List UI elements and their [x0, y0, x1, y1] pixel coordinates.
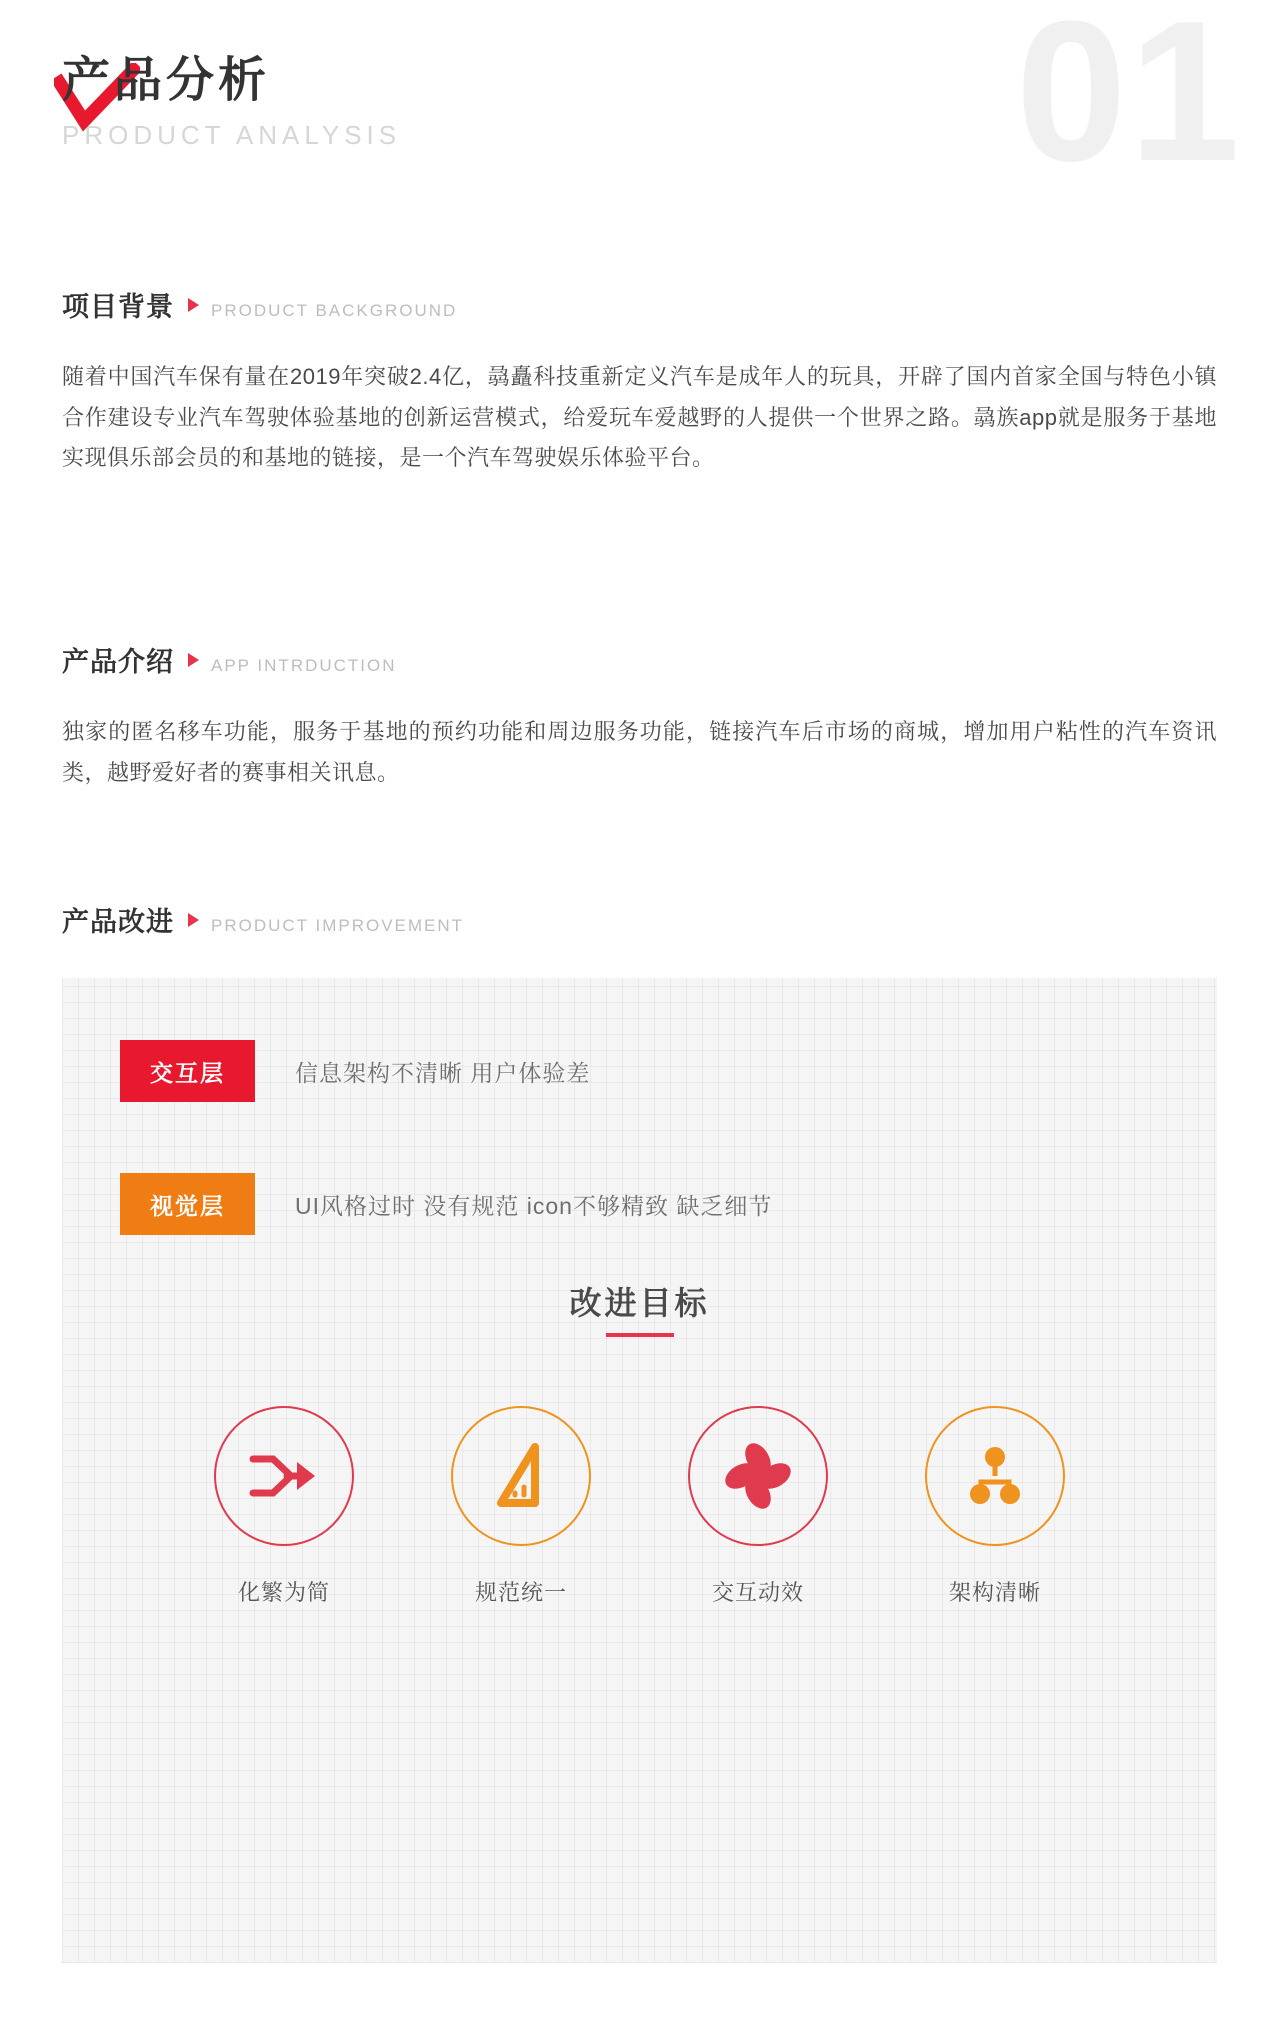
hierarchy-icon [963, 1444, 1027, 1508]
goal-circle [451, 1406, 591, 1546]
triangle-right-icon [188, 653, 199, 667]
goal-circle [214, 1406, 354, 1546]
triangle-right-icon [188, 913, 199, 927]
improvement-panel [62, 978, 1217, 1963]
layer-issue-visual: UI风格过时 没有规范 icon不够精致 缺乏细节 [295, 1192, 773, 1219]
goal-title: 改进目标 [569, 1285, 710, 1321]
page-subtitle: PRODUCT ANALYSIS [62, 119, 402, 150]
goal-item-motion [671, 1406, 846, 1607]
goal-label: 架构清晰 [948, 1580, 1041, 1605]
pinwheel-icon [722, 1440, 794, 1512]
section-heading-cn: 项目背景 [62, 292, 174, 322]
goal-circle [925, 1406, 1065, 1546]
goal-circle [688, 1406, 828, 1546]
layer-tag-interaction: 交互层 [120, 1040, 255, 1102]
section-heading-background [62, 285, 457, 324]
goal-label: 化繁为简 [237, 1580, 330, 1605]
section-heading-cn: 产品改进 [62, 907, 174, 937]
page-header [62, 55, 401, 151]
layer-tag-visual: 视觉层 [120, 1173, 255, 1235]
goal-icons-row [62, 1406, 1217, 1607]
goal-item-architecture [908, 1406, 1083, 1607]
paragraph-introduction: 独家的匿名移车功能，服务于基地的预约功能和周边服务功能，链接汽车后市场的商城，增加用户粘性的汽车资讯类，越野爱好者的赛事相关讯息。 [62, 719, 1217, 785]
section-heading-improvement [62, 900, 464, 939]
ruler-triangle-icon [491, 1443, 551, 1509]
improvement-row-visual [120, 1173, 772, 1235]
merge-arrows-icon [247, 1446, 321, 1506]
goal-item-simplify [197, 1406, 372, 1607]
layer-issue-interaction: 信息架构不清晰 用户体验差 [295, 1059, 591, 1086]
goal-underline [606, 1333, 674, 1337]
section-heading-en: APP INTRDUCTION [211, 656, 397, 675]
triangle-right-icon [188, 298, 199, 312]
section-number: 01 [1015, 0, 1242, 203]
page-title: 产品分析 [62, 54, 271, 107]
section-heading-introduction [62, 640, 397, 679]
goal-item-standard [434, 1406, 609, 1607]
section-heading-en: PRODUCT IMPROVEMENT [211, 916, 465, 935]
section-heading-cn: 产品介绍 [62, 647, 174, 677]
section-heading-en: PRODUCT BACKGROUND [211, 301, 458, 320]
goal-label: 规范统一 [474, 1580, 567, 1605]
paragraph-background: 随着中国汽车保有量在2019年突破2.4亿，骉矗科技重新定义汽车是成年人的玩具，开辟了国内首家全国与特色小镇合作建设专业汽车驾驶体验基地的创新运营模式，给爱玩车爱越野的人提供一个世界之路。骉族app就是服务于基地实现俱乐部会员的和基地的链接，是一个汽车驾驶娱乐体验平台。 [62, 364, 1217, 471]
goal-label: 交互动效 [711, 1580, 804, 1605]
improvement-row-interaction [120, 1040, 590, 1102]
